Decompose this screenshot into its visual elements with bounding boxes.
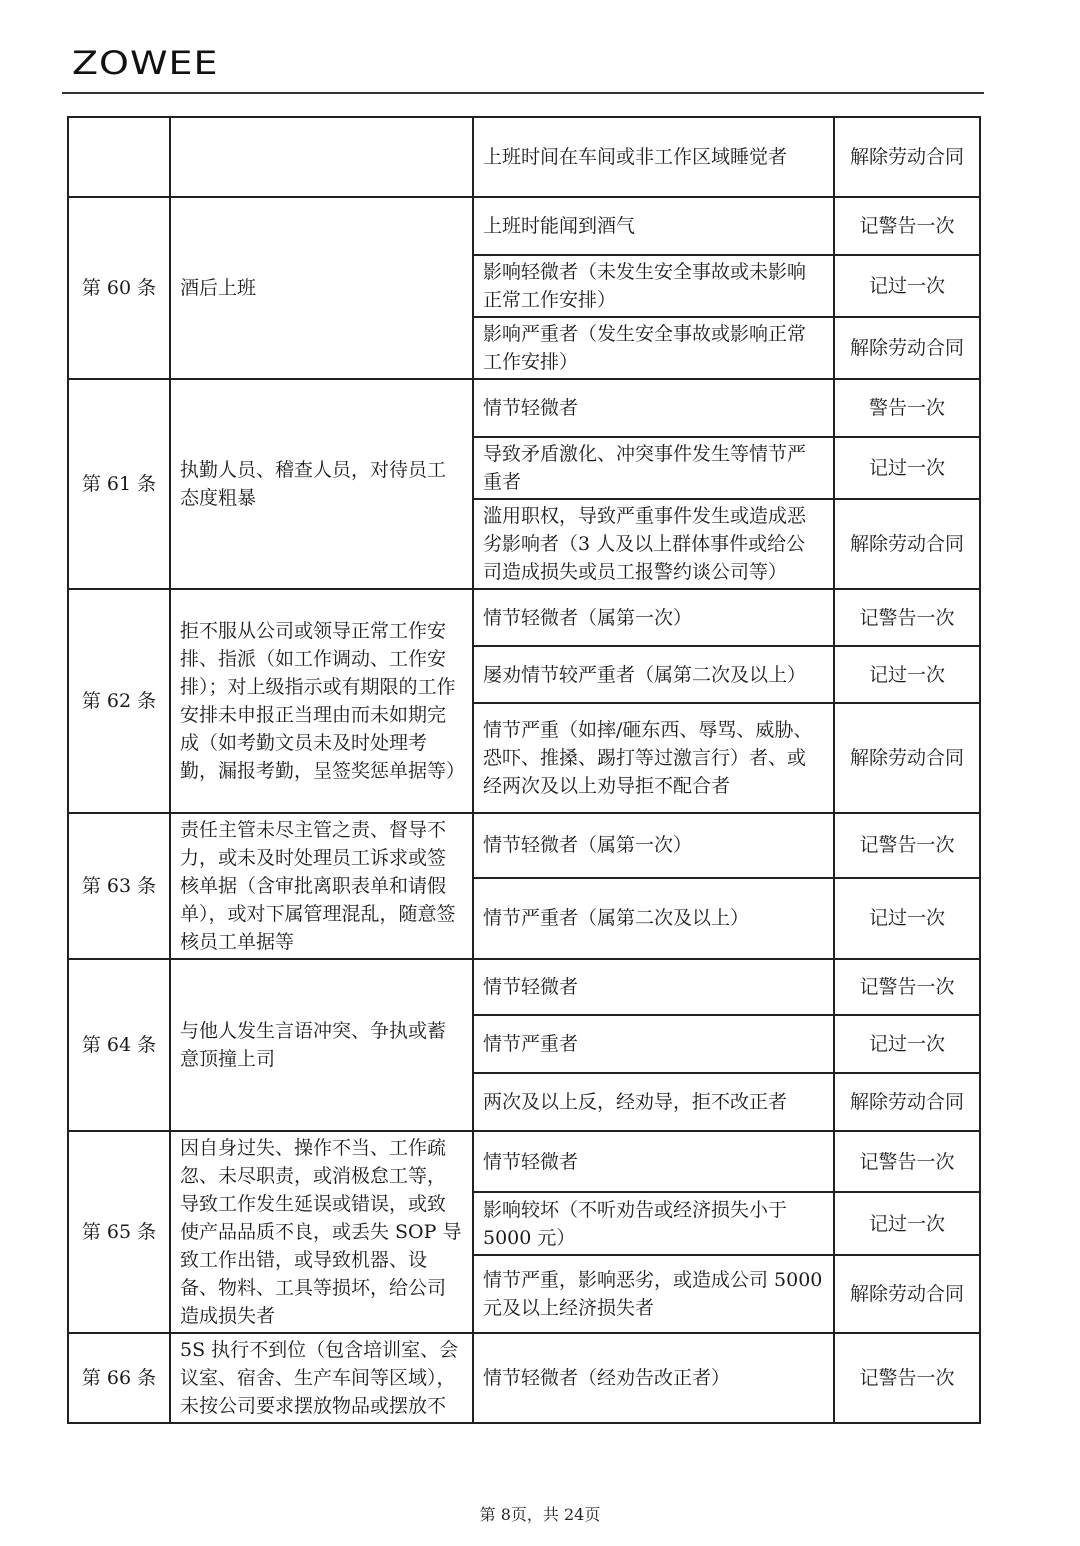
penalty-cell: 记过一次 [834, 1192, 980, 1255]
penalty-cell: 解除劳动合同 [834, 499, 980, 589]
behavior-cell: 情节严重（如摔/砸东西、辱骂、威胁、恐吓、推搡、踢打等过激言行）者、或经两次及以上劝导拒不配合者 [473, 703, 834, 813]
behavior-cell: 情节轻微者 [473, 379, 834, 437]
penalty-cell: 记警告一次 [834, 1333, 980, 1423]
penalty-cell: 解除劳动合同 [834, 703, 980, 813]
article-number: 第 63 条 [68, 813, 170, 959]
violation-title [170, 117, 473, 197]
violation-title: 执勤人员、稽查人员，对待员工态度粗暴 [170, 379, 473, 589]
penalty-cell: 记警告一次 [834, 589, 980, 646]
behavior-cell: 情节严重，影响恶劣，或造成公司 5000 元及以上经济损失者 [473, 1255, 834, 1333]
table-row [68, 1131, 980, 1192]
article-number: 第 60 条 [68, 197, 170, 379]
behavior-cell: 情节轻微者（属第一次） [473, 813, 834, 878]
penalty-cell: 记过一次 [834, 437, 980, 499]
table-row [68, 813, 980, 878]
article-number [68, 117, 170, 197]
table-row [68, 117, 980, 197]
behavior-cell: 上班时能闻到酒气 [473, 197, 834, 255]
penalty-cell: 解除劳动合同 [834, 117, 980, 197]
penalty-cell: 记警告一次 [834, 813, 980, 878]
behavior-cell: 上班时间在车间或非工作区域睡觉者 [473, 117, 834, 197]
violation-title: 因自身过失、操作不当、工作疏忽、未尽职责，或消极怠工等，导致工作发生延误或错误，或致使产品品质不良，或丢失 SOP 导致工作出错，或导致机器、设备、物料、工具等损坏，给公司造成损失者 [170, 1131, 473, 1333]
behavior-cell: 屡劝情节较严重者（属第二次及以上） [473, 646, 834, 703]
behavior-cell: 影响较坏（不听劝告或经济损失小于 5000 元） [473, 1192, 834, 1255]
penalty-cell: 记过一次 [834, 878, 980, 959]
table-row [68, 959, 980, 1015]
behavior-cell: 滥用职权，导致严重事件发生或造成恶劣影响者（3 人及以上群体事件或给公司造成损失或员工报警约谈公司等） [473, 499, 834, 589]
behavior-cell: 两次及以上反，经劝导，拒不改正者 [473, 1073, 834, 1131]
article-number: 第 61 条 [68, 379, 170, 589]
violation-title: 拒不服从公司或领导正常工作安排、指派（如工作调动、工作安排）；对上级指示或有期限的工作安排未申报正当理由而未如期完成（如考勤文员未及时处理考勤，漏报考勤，呈签奖惩单据等） [170, 589, 473, 813]
violation-title: 5S 执行不到位（包含培训室、会议室、宿舍、生产车间等区域），未按公司要求摆放物品或摆放不 [170, 1333, 473, 1423]
behavior-cell: 导致矛盾激化、冲突事件发生等情节严重者 [473, 437, 834, 499]
violation-title: 酒后上班 [170, 197, 473, 379]
penalty-cell: 记过一次 [834, 1015, 980, 1073]
article-number: 第 62 条 [68, 589, 170, 813]
article-number: 第 66 条 [68, 1333, 170, 1423]
behavior-cell: 情节轻微者（经劝告改正者） [473, 1333, 834, 1423]
behavior-cell: 情节严重者 [473, 1015, 834, 1073]
behavior-cell: 情节轻微者 [473, 1131, 834, 1192]
company-logo: ZOWEE [72, 44, 219, 82]
behavior-cell: 情节轻微者（属第一次） [473, 589, 834, 646]
table-row [68, 1333, 980, 1423]
penalty-cell: 记过一次 [834, 646, 980, 703]
page-number: 第 8页，共 24页 [479, 1505, 601, 1524]
penalty-cell: 记警告一次 [834, 197, 980, 255]
header-divider [62, 92, 984, 94]
violation-title: 责任主管未尽主管之责、督导不力，或未及时处理员工诉求或签核单据（含审批离职表单和请假单），或对下属管理混乱，随意签核员工单据等 [170, 813, 473, 959]
table-row [68, 589, 980, 646]
penalty-cell: 解除劳动合同 [834, 1073, 980, 1131]
penalty-cell: 记警告一次 [834, 959, 980, 1015]
table-row [68, 379, 980, 437]
behavior-cell: 情节轻微者 [473, 959, 834, 1015]
penalty-cell: 解除劳动合同 [834, 1255, 980, 1333]
article-number: 第 64 条 [68, 959, 170, 1131]
table-row [68, 197, 980, 255]
penalty-cell: 记警告一次 [834, 1131, 980, 1192]
rules-table [67, 116, 981, 1424]
behavior-cell: 影响轻微者（未发生安全事故或未影响正常工作安排） [473, 255, 834, 317]
penalty-cell: 记过一次 [834, 255, 980, 317]
penalty-cell: 解除劳动合同 [834, 317, 980, 379]
behavior-cell: 影响严重者（发生安全事故或影响正常工作安排） [473, 317, 834, 379]
article-number: 第 65 条 [68, 1131, 170, 1333]
penalty-cell: 警告一次 [834, 379, 980, 437]
violation-title: 与他人发生言语冲突、争执或蓄意顶撞上司 [170, 959, 473, 1131]
behavior-cell: 情节严重者（属第二次及以上） [473, 878, 834, 959]
